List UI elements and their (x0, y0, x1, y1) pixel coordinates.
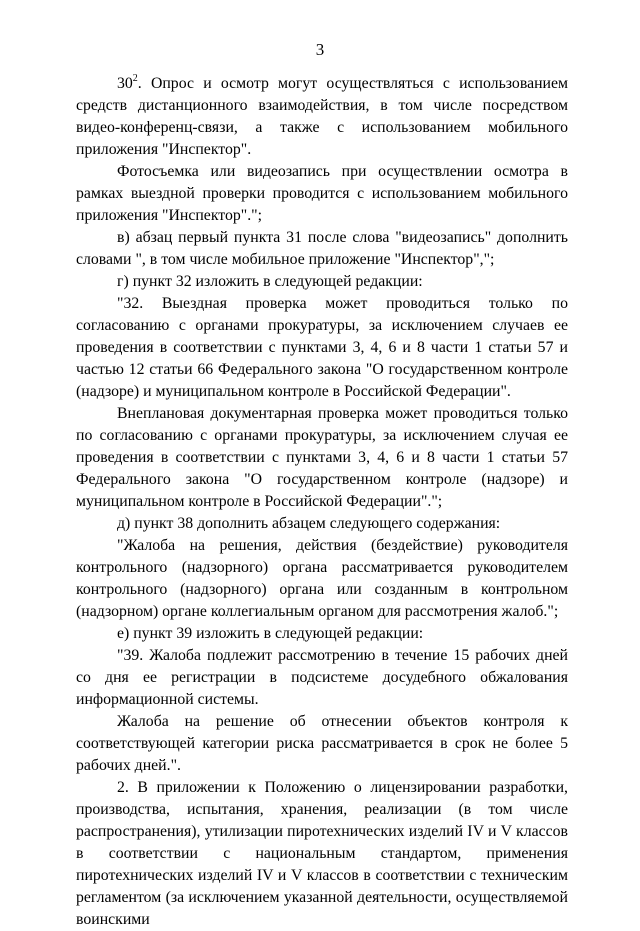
paragraph-number: 30 (117, 75, 133, 92)
paragraph-unscheduled: Внеплановая документарная проверка может проводиться только по согласованию с органами прокуратуры, за исключением случая ее проведения в соответствии с пунктами 3, 4, 6 и 8 части 1 статьи 57 Федерального закона "О государственном контроле (надзоре) и муниципальном контроле в Российской Федерации"."; (76, 405, 568, 510)
paragraph-v: в) абзац первый пункта 31 после слова "видеозапись" дополнить словами ", в том числе мобильное приложение "Инспектор","; (76, 229, 568, 268)
paragraph-e: е) пункт 39 изложить в следующей редакции: (117, 625, 424, 642)
paragraph-risk-complaint: Жалоба на решение об отнесении объектов контроля к соответствующей категории риска рассматривается в срок не более 5 рабочих дней.". (76, 713, 568, 774)
paragraph-complaint: "Жалоба на решения, действия (бездействие) руководителя контрольного (надзорного) органа рассматривается руководителем контрольного (надзорного) органа или созданным в контрольном (надзорном) органе коллегиальным органом для рассмотрения жалоб."; (76, 537, 568, 620)
paragraph-text: . Опрос и осмотр могут осуществляться с использованием средств дистанционного взаимодействия, в том числе посредством видео-конференц-связи, а также с использованием мобильного приложения "Инспектор". (76, 75, 568, 158)
superscript: 2 (132, 73, 138, 84)
paragraph-30-2 (76, 73, 568, 161)
paragraph-photo: Фотосъемка или видеозапись при осуществлении осмотра в рамках выездной проверки проводится с использованием мобильного приложения "Инспектор"."; (76, 163, 568, 224)
paragraph-32: "32. Выездная проверка может проводиться только по согласованию с органами прокуратуры, за исключением случаев ее проведения в соответствии с пунктами 3, 4, 6 и 8 части 1 статьи 57 и частью 12 статьи 66 Федерального закона "О государственном контроле (надзоре) и муниципальном контроле в Российской Федерации". (76, 295, 568, 400)
paragraph-2: 2. В приложении к Положению о лицензировании разработки, производства, испытания, хранения, реализации (в том числе распространения), утилизации пиротехнических изделий IV и V классов в соответствии с национальным стандартом, применения пиротехнических изделий IV и V классов в соответствии с техническим регламентом (за исключением указанной деятельности, осуществляемой воинскими (76, 779, 568, 928)
paragraph-39: "39. Жалоба подлежит рассмотрению в течение 15 рабочих дней со дня ее регистрации в подсистеме досудебного обжалования информационной системы. (76, 647, 568, 708)
document-body (76, 73, 568, 931)
paragraph-g: г) пункт 32 изложить в следующей редакции: (117, 273, 423, 290)
page-number: 3 (315, 40, 325, 59)
paragraph-d: д) пункт 38 дополнить абзацем следующего содержания: (117, 515, 501, 532)
